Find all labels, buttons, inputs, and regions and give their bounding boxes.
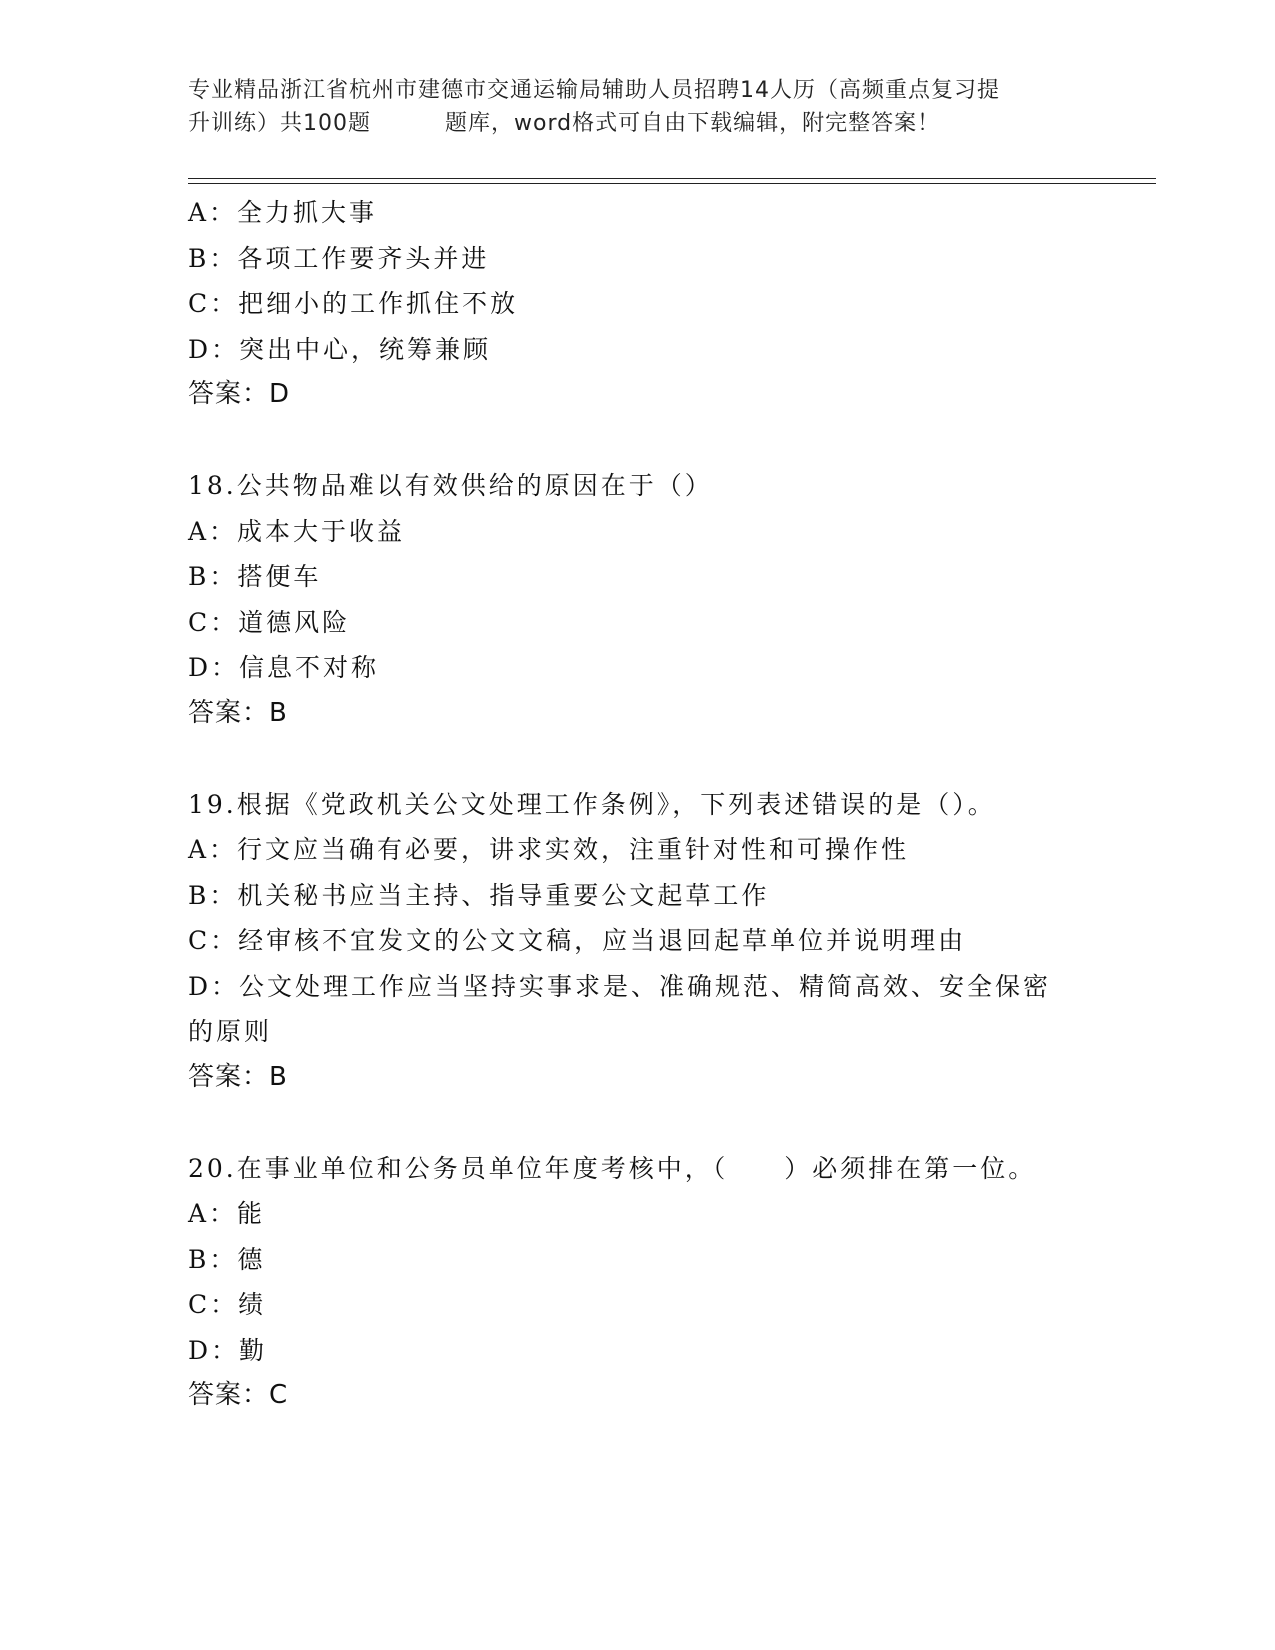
q19-option-d-line-1: D：公文处理工作应当坚持实事求是、准确规范、精简高效、安全保密 bbox=[188, 971, 1052, 1001]
q19-option-a: A：行文应当确有必要，讲求实效，注重针对性和可操作性 bbox=[188, 835, 910, 864]
q20-option-d: D：勤 bbox=[188, 1335, 268, 1365]
q17-option-c: C：把细小的工作抓住不放 bbox=[188, 289, 519, 318]
q19-question: 19.根据《党政机关公文处理工作条例》，下列表述错误的是（）。 bbox=[188, 789, 996, 819]
q18-option-d: D：信息不对称 bbox=[188, 653, 380, 682]
q20-option-a: A：能 bbox=[188, 1199, 266, 1228]
q18-question: 18.公共物品难以有效供给的原因在于（） bbox=[188, 471, 713, 500]
q18-option-a: A：成本大于收益 bbox=[188, 516, 406, 546]
q18-option-c: C：道德风险 bbox=[188, 607, 351, 637]
header-divider-top bbox=[188, 178, 1156, 179]
q17-option-b: B：各项工作要齐头并进 bbox=[188, 243, 490, 273]
header-divider-bottom bbox=[188, 183, 1156, 184]
question-18 bbox=[188, 463, 1088, 736]
q20-answer: 答案：C bbox=[188, 1380, 289, 1410]
q20-question: 20.在事业单位和公务员单位年度考核中，（ ）必须排在第一位。 bbox=[188, 1153, 1037, 1183]
header-line-2-part-1: 升训练）共100题 bbox=[188, 111, 371, 136]
header-line-2 bbox=[188, 107, 1088, 140]
q19-answer: 答案：B bbox=[188, 1061, 288, 1092]
header-line-1: 专业精品浙江省杭州市建德市交通运输局辅助人员招聘14人历（高频重点复习提 bbox=[188, 78, 1000, 103]
header-line-2-part-2: 题库，word格式可自由下载编辑，附完整答案！ bbox=[445, 111, 941, 136]
document-body bbox=[188, 190, 1088, 1419]
question-20 bbox=[188, 1146, 1088, 1419]
q18-answer: 答案：B bbox=[188, 697, 288, 728]
q19-option-b: B：机关秘书应当主持、指导重要公文起草工作 bbox=[188, 880, 770, 910]
question-19 bbox=[188, 782, 1088, 1101]
question-17 bbox=[188, 190, 1088, 418]
document-header bbox=[188, 74, 1088, 140]
q17-option-d: D：突出中心，统筹兼顾 bbox=[188, 334, 492, 364]
q20-option-c: C：绩 bbox=[188, 1290, 267, 1319]
q18-option-b: B：搭便车 bbox=[188, 562, 322, 591]
q20-option-b: B：德 bbox=[188, 1244, 266, 1274]
q17-option-a: A：全力抓大事 bbox=[188, 198, 378, 227]
q17-answer: 答案：D bbox=[188, 379, 291, 409]
q19-option-c: C：经审核不宜发文的公文文稿，应当退回起草单位并说明理由 bbox=[188, 926, 967, 955]
q19-option-d-line-2: 的原则 bbox=[188, 1017, 273, 1046]
